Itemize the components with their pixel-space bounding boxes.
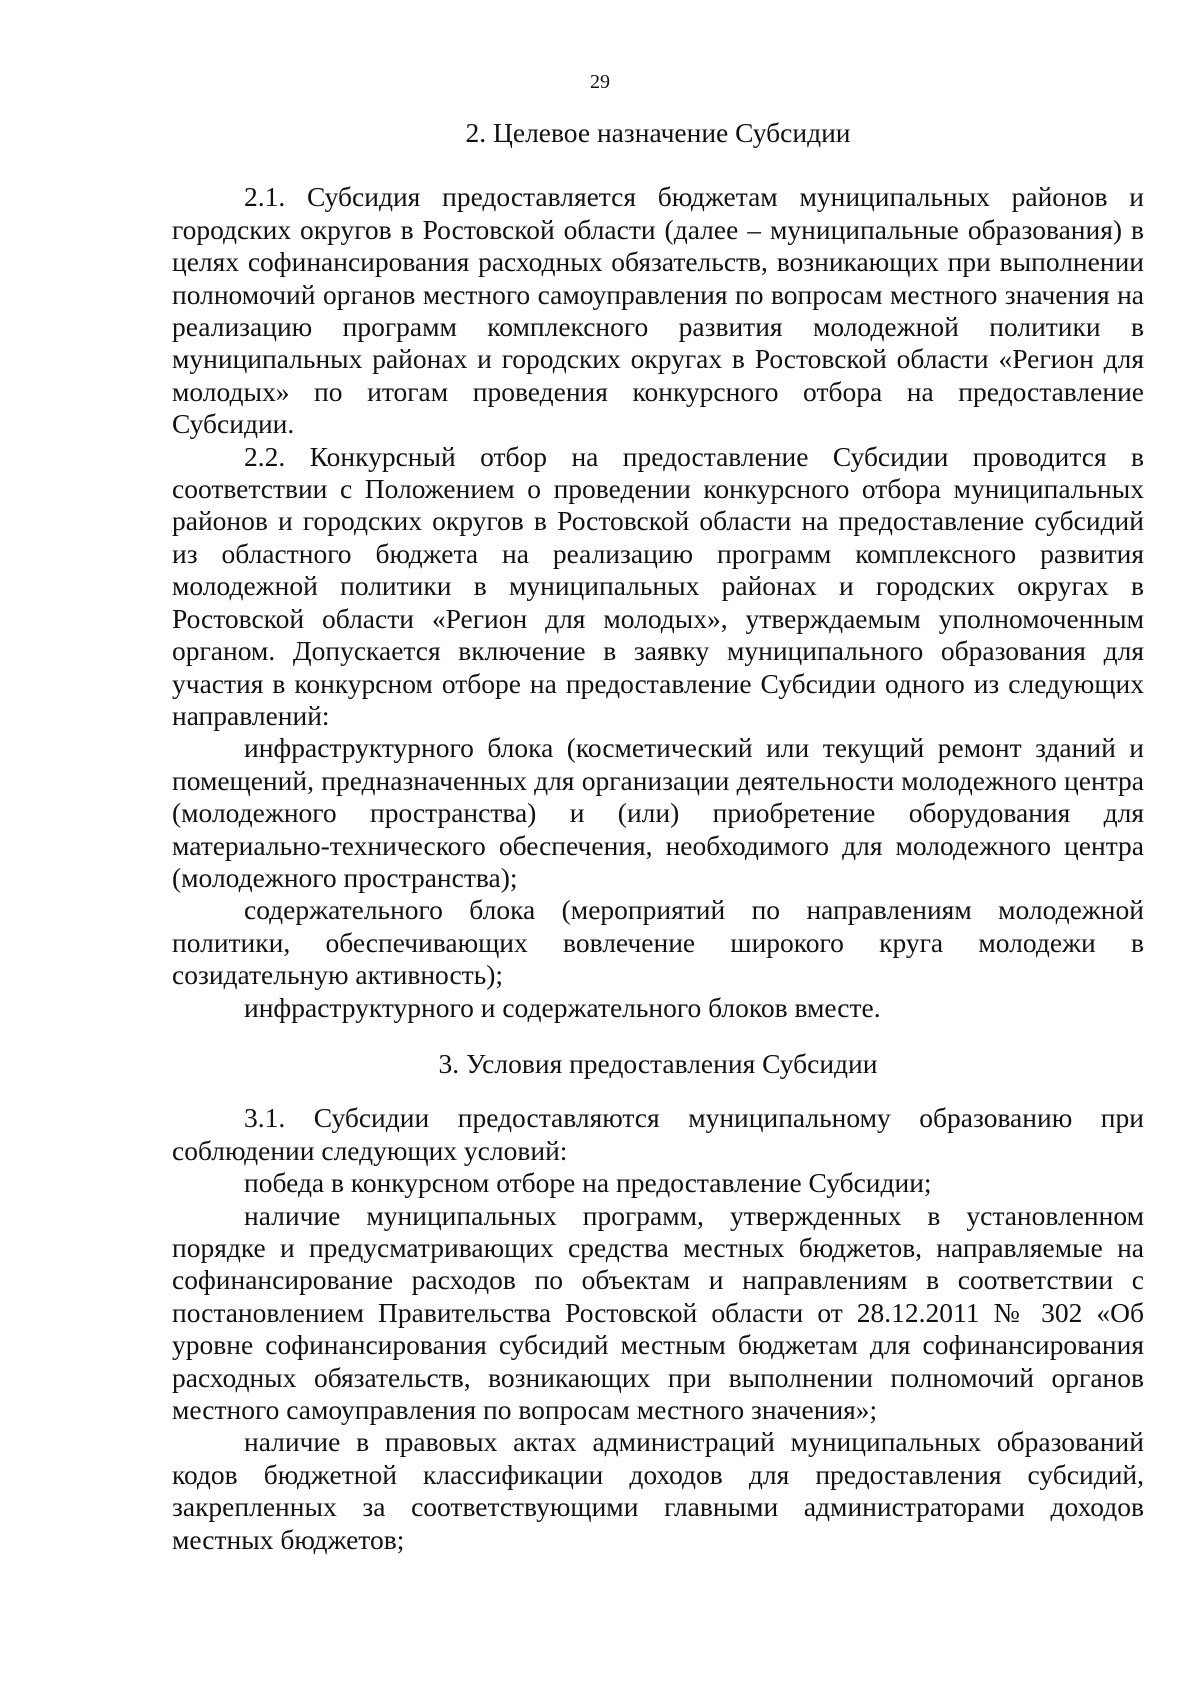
page-number: 29 [590, 71, 610, 93]
document-body [172, 117, 1144, 1556]
paragraph-infrastructure-block: инфраструктурного блока (косметический или текущий ремонт зданий и помещений, предназначенных для организации деятельности молодежного центра (молодежного пространства) и (или) приобретение оборудования для материально-технического обеспечения, необходимого для молодежного центра (молодежного пространства); [172, 732, 1144, 893]
paragraph-condition-win: победа в конкурсном отборе на предоставление Субсидии; [244, 1167, 932, 1199]
section-2-title: 2. Целевое назначение Субсидии [465, 117, 851, 148]
paragraph-2-2: 2.2. Конкурсный отбор на предоставление Субсидии проводится в соответствии с Положением о проведении конкурсного отбора муниципальных районов и городских округов в Ростовской области на предоставление субсидий из областного бюджета на реализацию программ комплексного развития молодежной политики в муниципальных районах и городских округах в Ростовской области «Регион для молодых», утверждаемым уполномоченным органом. Допускается включение в заявку муниципального образования для участия в конкурсном отборе на предоставление Субсидии одного из следующих направлений: [172, 440, 1144, 731]
paragraph-2-1: 2.1. Субсидия предоставляется бюджетам муниципальных районов и городских округов в Ростовской области (далее – муниципальные образования) в целях софинансирования расходных обязательств, возникающих при выполнении полномочий органов местного самоуправления по вопросам местного значения на реализацию программ комплексного развития молодежной политики в муниципальных районах и городских округах в Ростовской области «Регион для молодых» по итогам проведения конкурсного отбора на предоставление Субсидии. [172, 181, 1144, 440]
section-3-title: 3. Условия предоставления Субсидии [438, 1047, 878, 1079]
paragraph-3-1: 3.1. Субсидии предоставляются муниципальному образованию при соблюдении следующих условий: [172, 1102, 1144, 1166]
paragraph-content-block: содержательного блока (мероприятий по направлениям молодежной политики, обеспечивающих вовлечение широкого круга молодежи в созидательную активность); [172, 894, 1144, 991]
paragraph-condition-programs: наличие муниципальных программ, утвержденных в установленном порядке и предусматривающих средства местных бюджетов, направляемые на софинансирование расходов по объектам и направлениям в соответствии с постановлением Правительства Ростовской области от 28.12.2011 № 302 «Об уровне софинансирования субсидий местным бюджетам для софинансирования расходных обязательств, возникающих при выполнении полномочий органов местного самоуправления по вопросам местного значения»; [172, 1199, 1144, 1426]
paragraph-condition-codes: наличие в правовых актах администраций муниципальных образований кодов бюджетной классификации доходов для предоставления субсидий, закрепленных за соответствующими главными администраторами доходов местных бюджетов; [172, 1426, 1144, 1555]
paragraph-both-blocks: инфраструктурного и содержательного блоков вместе. [244, 991, 881, 1023]
